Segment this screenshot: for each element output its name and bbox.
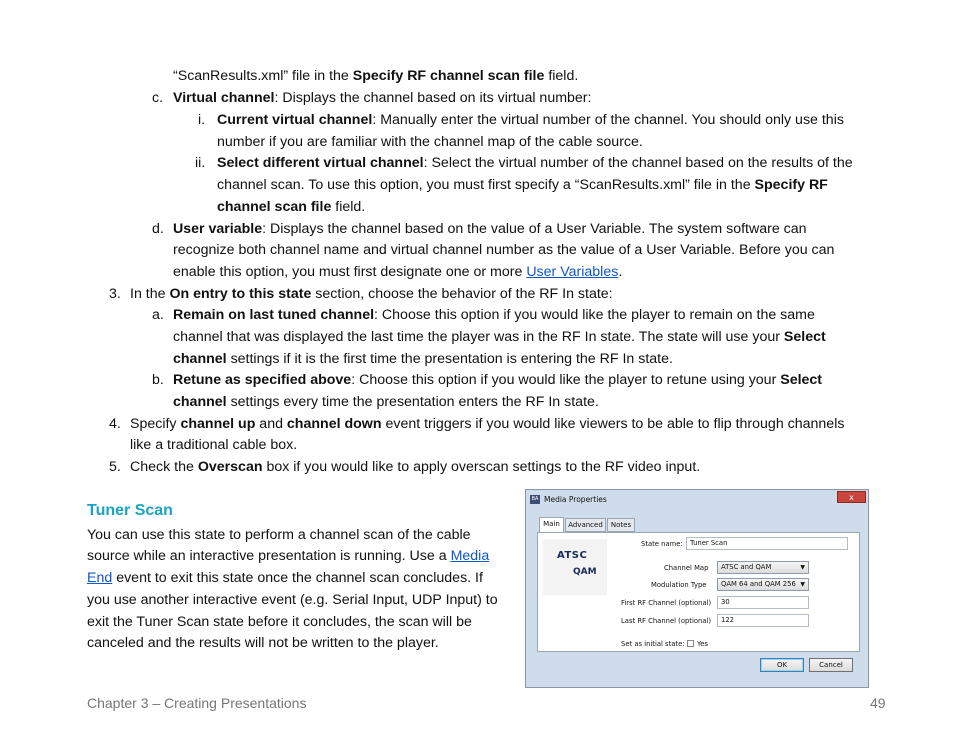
doc-line-1: [173, 68, 578, 84]
modulation-type-label: Modulation Type: [651, 581, 707, 589]
doc-line-8: [173, 221, 807, 237]
doc-line-16: [173, 394, 599, 410]
text-run: section, choose the behavior of the RF In state:: [311, 286, 613, 302]
channel-map-select[interactable]: [717, 561, 809, 574]
list-marker-3: 3.: [109, 286, 121, 302]
media-thumbnail: [543, 539, 607, 595]
bold-text: Specify RF: [754, 177, 828, 193]
doc-line-14: [173, 351, 673, 367]
bold-text: channel: [173, 394, 227, 410]
tab-notes[interactable]: Notes: [607, 518, 635, 532]
media-properties-dialog: [525, 489, 869, 688]
doc-line-5: [217, 155, 853, 171]
bold-text: Select different virtual channel: [217, 155, 424, 171]
doc-line-2: [173, 90, 591, 106]
text-run: box if you would like to apply overscan settings to the RF video input.: [262, 459, 701, 475]
footer-chapter: Chapter 3 – Creating Presentations: [87, 695, 307, 711]
text-run: : Select the virtual number of the channel based on the results of the: [423, 155, 853, 171]
bold-text: channel up: [180, 416, 256, 432]
text-run: canceled and the results will not be written to the player.: [87, 635, 439, 651]
section-line-3: [87, 570, 483, 586]
close-button[interactable]: x: [837, 491, 866, 503]
chevron-down-icon: ▼: [800, 564, 805, 571]
text-run: recognize both channel name and virtual channel number as the value of a User Variable. Before you can: [173, 242, 835, 258]
bold-text: On entry to this state: [169, 286, 312, 302]
modulation-type-value: QAM 64 and QAM 256: [721, 580, 796, 588]
channel-map-value: ATSC and QAM: [721, 563, 772, 571]
text-run: In the: [130, 286, 170, 302]
text-run: exit the Tuner Scan state before it concludes, the scan will be: [87, 614, 472, 630]
text-run: field.: [544, 68, 579, 84]
text-run: event to exit this state once the channel scan concludes. If: [112, 570, 483, 586]
tab-advanced[interactable]: Advanced: [565, 518, 606, 532]
bold-text: channel scan file: [217, 199, 332, 215]
ok-button[interactable]: OK: [760, 658, 804, 672]
bold-text: Virtual channel: [173, 90, 275, 106]
doc-line-9: [173, 242, 834, 258]
tab-main[interactable]: Main: [539, 517, 564, 533]
first-rf-channel-label: First RF Channel (optional): [621, 599, 712, 607]
text-run: settings if it is the first time the presentation is entering the RF In state.: [226, 351, 673, 367]
modulation-type-select[interactable]: [717, 578, 809, 591]
doc-line-12: [173, 307, 815, 323]
section-line-6: [87, 635, 439, 651]
list-marker-c: c.: [152, 90, 164, 106]
text-run: .: [618, 264, 623, 280]
list-marker-b: b.: [152, 372, 164, 388]
doc-line-6: [217, 177, 828, 193]
text-run: and: [255, 416, 287, 432]
footer-page-number: 49: [870, 695, 886, 711]
list-marker-i: i.: [198, 112, 206, 128]
bold-text: Retune as specified above: [173, 372, 352, 388]
first-rf-channel-field[interactable]: 30: [717, 596, 809, 609]
section-line-5: [87, 614, 472, 630]
text-run: : Displays the channel based on its virtual number:: [274, 90, 592, 106]
section-line-4: [87, 592, 498, 608]
inline-link[interactable]: User Variables: [526, 264, 619, 280]
text-run: : Choose this option if you would like the player to retune using your: [351, 372, 781, 388]
bold-text: Current virtual channel: [217, 112, 373, 128]
doc-line-11: [130, 286, 613, 302]
text-run: you use another interactive event (e.g. Serial Input, UDP Input) to: [87, 592, 498, 608]
text-run: Specify: [130, 416, 181, 432]
list-marker-d: d.: [152, 221, 164, 237]
bold-text: channel: [173, 351, 227, 367]
text-run: You can use this state to perform a channel scan of the cable: [87, 527, 471, 543]
bold-text: Specify RF channel scan file: [352, 68, 545, 84]
text-run: : Manually enter the virtual number of the channel. You should only use this: [372, 112, 844, 128]
text-run: : Choose this option if you would like the player to remain on the same: [374, 307, 815, 323]
text-run: Check the: [130, 459, 198, 475]
dialog-title: Media Properties: [544, 495, 607, 504]
doc-line-18: [130, 437, 297, 453]
last-rf-channel-label: Last RF Channel (optional): [621, 617, 712, 625]
doc-line-15: [173, 372, 822, 388]
text-run: field.: [331, 199, 366, 215]
state-name-label: State name:: [641, 540, 683, 548]
section-heading-tuner-scan: Tuner Scan: [87, 502, 173, 519]
initial-state-label: Set as initial state:: [621, 640, 685, 648]
text-run: “ScanResults.xml” file in the: [173, 68, 353, 84]
text-run: : Displays the channel based on the value of a User Variable. The system software can: [262, 221, 807, 237]
initial-state-yes-label: Yes: [697, 640, 708, 648]
text-run: event triggers if you would like viewers to be able to flip through channels: [381, 416, 845, 432]
section-line-1: [87, 527, 471, 543]
doc-line-10: [173, 264, 622, 280]
doc-line-19: [130, 459, 700, 475]
list-marker-a: a.: [152, 307, 164, 323]
text-run: source while an interactive presentation is running. Use a: [87, 548, 451, 564]
text-run: settings every time the presentation enters the RF In state.: [226, 394, 599, 410]
text-run: channel that was displayed the last time the player was in the RF In state. The state will use your: [173, 329, 784, 345]
bold-text: channel down: [286, 416, 382, 432]
bold-text: Select: [780, 372, 823, 388]
chevron-down-icon: ▼: [800, 581, 805, 588]
section-line-2: [87, 548, 489, 564]
qam-logo-text: QAM: [573, 567, 597, 577]
initial-state-checkbox[interactable]: [687, 640, 694, 647]
app-icon: BA: [531, 496, 539, 502]
list-marker-ii: ii.: [195, 155, 206, 171]
doc-line-17: [130, 416, 844, 432]
cancel-button[interactable]: Cancel: [809, 658, 853, 672]
text-run: channel scan. To use this option, you must first specify a “ScanResults.xml” file in the: [217, 177, 755, 193]
last-rf-channel-field[interactable]: 122: [717, 614, 809, 627]
list-marker-4: 4.: [109, 416, 121, 432]
text-run: like a traditional cable box.: [130, 437, 298, 453]
channel-map-label: Channel Map: [664, 564, 709, 572]
bold-text: Remain on last tuned channel: [173, 307, 375, 323]
text-run: number if you are familiar with the channel map of the cable source.: [217, 134, 643, 150]
main-tab-panel: [537, 532, 860, 652]
text-run: enable this option, you must first designate one or more: [173, 264, 527, 280]
bold-text: User variable: [173, 221, 263, 237]
atsc-logo-text: ATSC: [557, 550, 588, 561]
inline-link[interactable]: End: [87, 570, 113, 586]
doc-line-13: [173, 329, 826, 345]
doc-line-3: [217, 112, 844, 128]
doc-line-4: [217, 134, 643, 150]
state-name-field[interactable]: Tuner Scan: [686, 537, 848, 550]
bold-text: Select: [783, 329, 826, 345]
bold-text: Overscan: [197, 459, 263, 475]
list-marker-5: 5.: [109, 459, 121, 475]
inline-link[interactable]: Media: [450, 548, 490, 564]
doc-line-7: [217, 199, 365, 215]
